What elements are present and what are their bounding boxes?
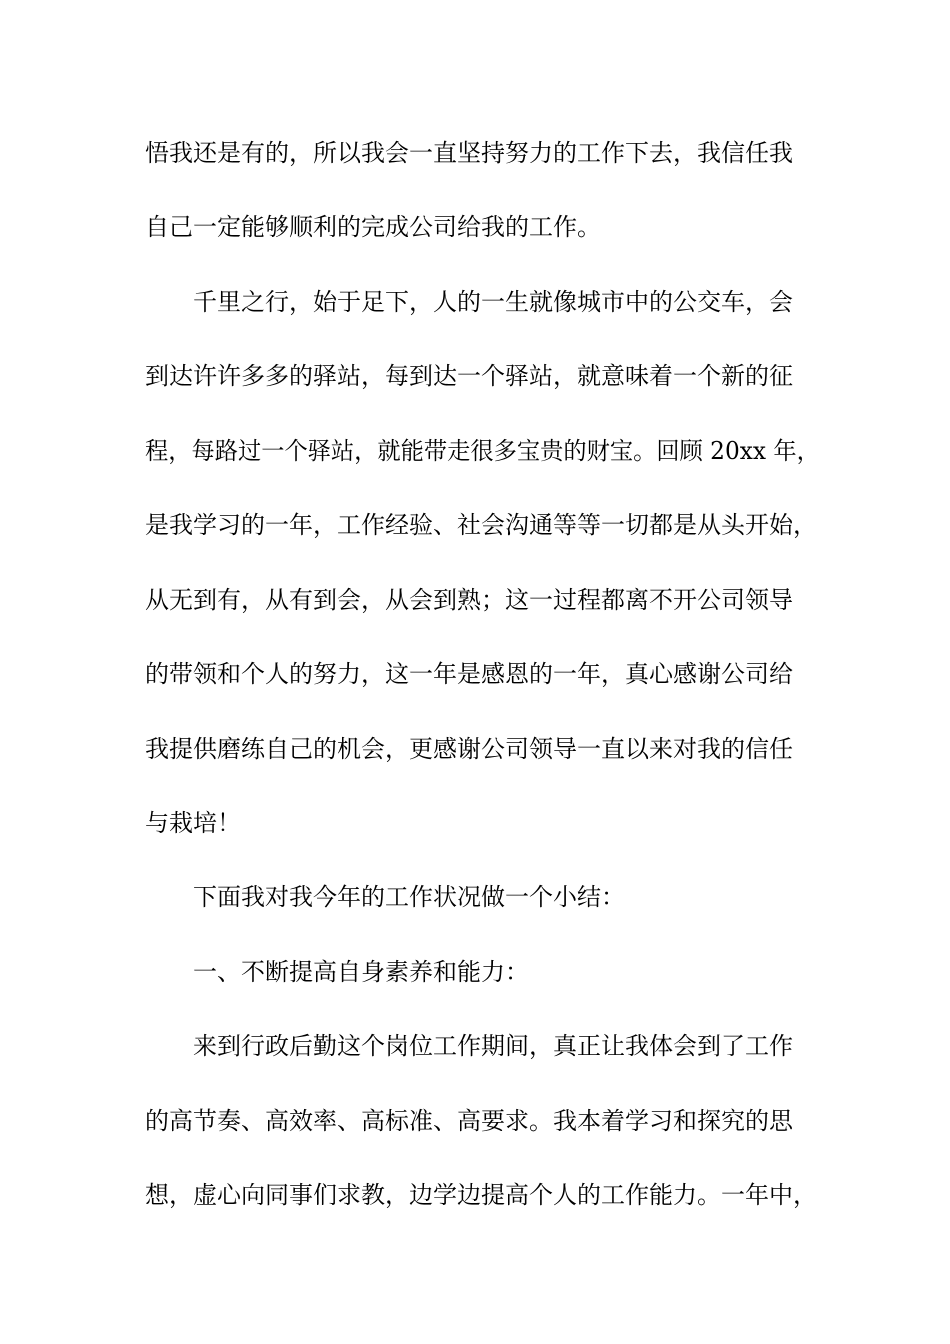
paragraph-first-line: 来到行政后勤这个岗位工作期间，真正让我体会到了工作: [193, 1032, 793, 1060]
section-heading: 一、不断提高自身素养和能力：: [193, 958, 529, 986]
text-line: 与栽培！: [145, 809, 241, 837]
text-line: 程，每路过一个驿站，就能带走很多宝贵的财宝。回顾 20xx 年，: [145, 437, 820, 465]
text-line: 我提供磨练自己的机会，更感谢公司领导一直以来对我的信任: [145, 735, 793, 763]
text-line: 悟我还是有的，所以我会一直坚持努力的工作下去，我信任我: [145, 139, 793, 167]
text-line: 自己一定能够顺利的完成公司给我的工作。: [145, 213, 601, 241]
text-line: 想，虚心向同事们求教，边学边提高个人的工作能力。一年中，: [145, 1181, 817, 1209]
paragraph-first-line: 下面我对我今年的工作状况做一个小结：: [193, 883, 625, 911]
text-line: 从无到有，从有到会，从会到熟；这一过程都离不开公司领导: [145, 586, 793, 614]
text-line: 是我学习的一年，工作经验、社会沟通等等一切都是从头开始，: [145, 511, 817, 539]
text-line: 的带领和个人的努力，这一年是感恩的一年，真心感谢公司给: [145, 660, 793, 688]
paragraph-first-line: 千里之行，始于足下，人的一生就像城市中的公交车，会: [193, 288, 793, 316]
text-line: 到达许许多多的驿站，每到达一个驿站，就意味着一个新的征: [145, 362, 793, 390]
text-line: 的高节奏、高效率、高标准、高要求。我本着学习和探究的思: [145, 1107, 793, 1135]
